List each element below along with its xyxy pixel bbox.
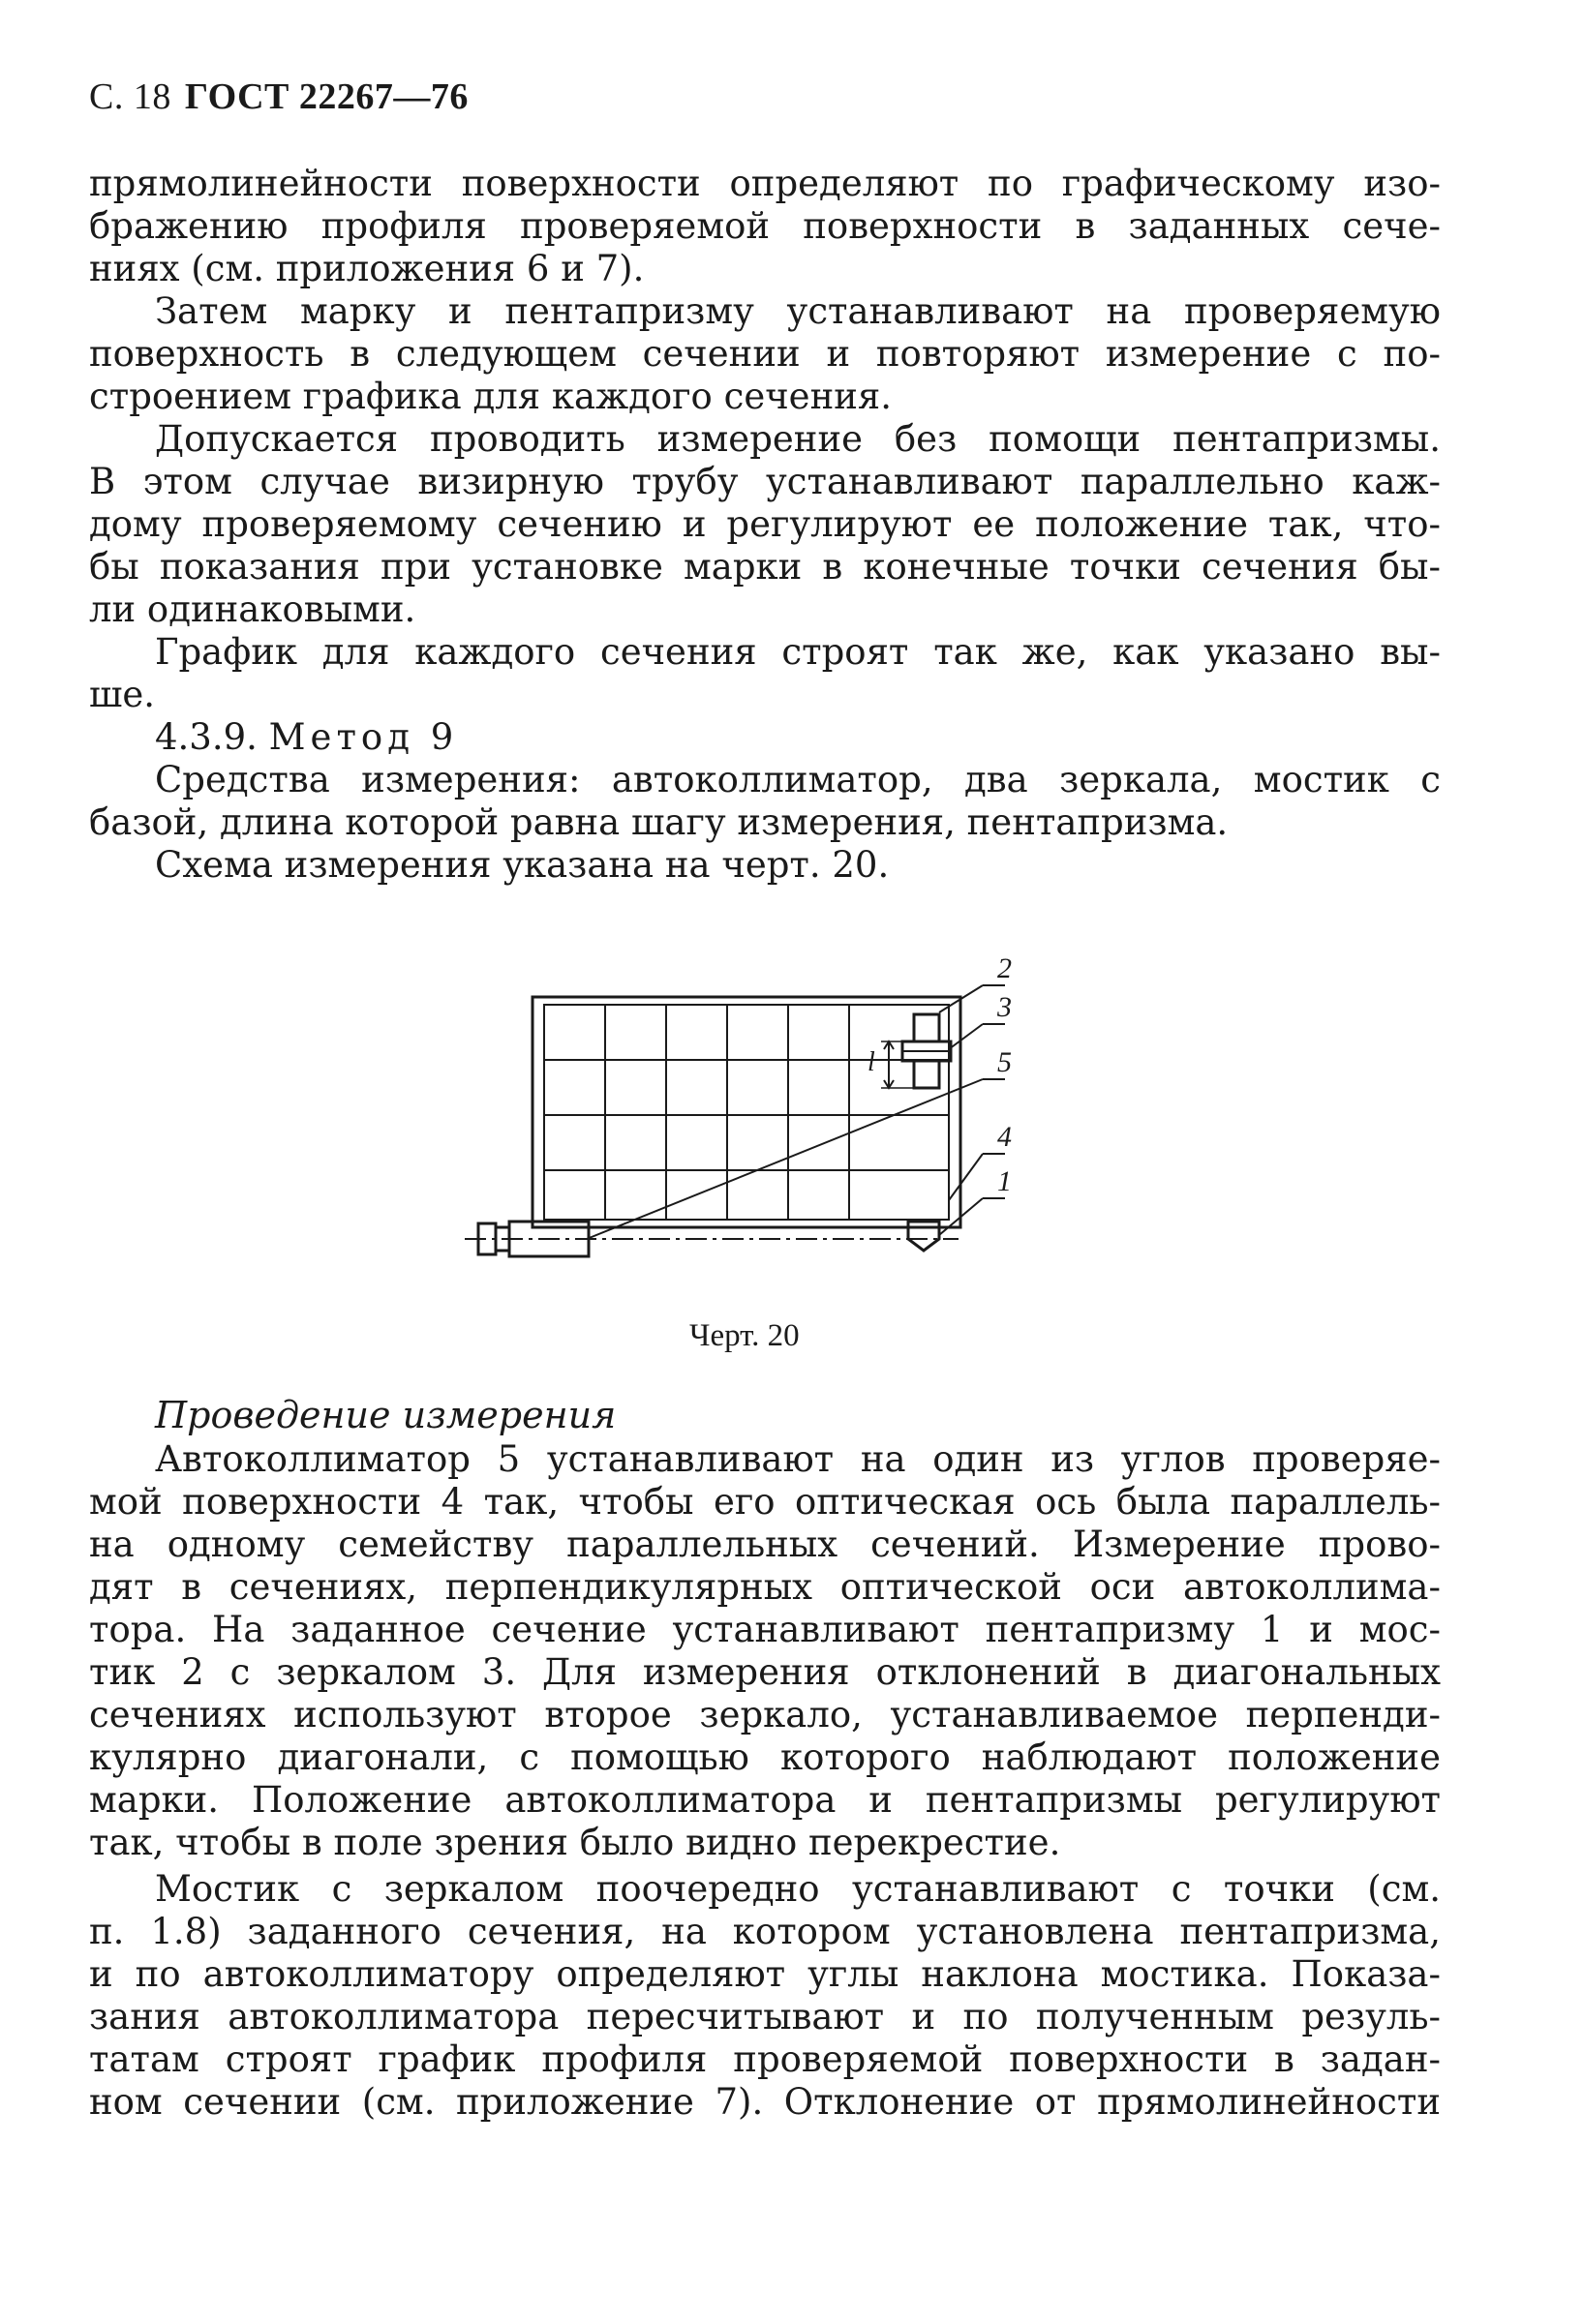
text-line: Автоколлиматор 5 устанавливают на один из углов проверяе- [155, 1438, 1441, 1480]
page-number: С. 18 [89, 76, 171, 117]
text-line: прямолинейности поверхности определяют по графическому изо- [89, 163, 1441, 204]
text-line: График для каждого сечения строят так же, как указано вы- [155, 631, 1441, 673]
figure-20-drawing [455, 949, 1084, 1268]
text-line: бражению профиля проверяемой поверхности в заданных сече- [89, 205, 1441, 247]
subheading: Проведение измерения [155, 1394, 617, 1436]
bridge-with-mirror [902, 1014, 951, 1088]
text-line: дому проверяемому сечению и регулируют ее положение так, что- [89, 503, 1441, 545]
label-5: 5 [997, 1046, 1012, 1078]
label-4: 4 [997, 1121, 1012, 1153]
label-3: 3 [997, 991, 1012, 1023]
text-line: на одному семейству параллельных сечений. Измерение прово- [89, 1524, 1441, 1565]
text-line: В этом случае визирную трубу устанавливают параллельно каж- [89, 461, 1441, 502]
surface-plate-outline [533, 997, 960, 1227]
page-header [89, 75, 469, 118]
text-line: бы показания при установке марки в конечные точки сечения бы- [89, 546, 1441, 588]
label-2: 2 [997, 952, 1012, 984]
scheme-reference: Схема измерения указана на черт. 20. [155, 844, 890, 886]
text-line: Средства измерения: автоколлиматор, два зеркала, мостик с [155, 759, 1441, 800]
text-line: Затем марку и пентапризму устанавливают на проверяемую [155, 290, 1441, 332]
label-1: 1 [997, 1165, 1012, 1197]
text-line: тора. На заданное сечение устанавливают пентапризму 1 и мос- [89, 1609, 1441, 1650]
text-line: сечениях используют второе зеркало, устанавливаемое перпенди- [89, 1694, 1441, 1735]
text-line: марки. Положение автоколлиматора и пентапризмы регулируют [89, 1779, 1441, 1821]
text-line: зания автоколлиматора пересчитывают и по полученным резуль- [89, 1996, 1441, 2037]
text-line: тик 2 с зеркалом 3. Для измерения отклонений в диагональных [89, 1651, 1441, 1693]
section-number: 4.3.9. [155, 716, 258, 758]
text-line: поверхность в следующем сечении и повторяют измерение с по- [89, 333, 1441, 375]
text-line: так, чтобы в поле зрения было видно перекрестие. [89, 1822, 1061, 1863]
text-line: ли одинаковыми. [89, 589, 416, 630]
figure-caption: Черт. 20 [689, 1318, 800, 1353]
text-line: мой поверхности 4 так, чтобы его оптическая ось была параллель- [89, 1481, 1441, 1523]
text-line: п. 1.8) заданного сечения, на котором установлена пентапризма, [89, 1911, 1441, 1952]
text-line: Допускается проводить измерение без помощи пентапризмы. [155, 418, 1441, 460]
section-title: Метод 9 [268, 716, 459, 758]
text-line: ниях (см. приложения 6 и 7). [89, 248, 645, 289]
text-line: и по автоколлиматору определяют углы наклона мостика. Показа- [89, 1953, 1441, 1995]
text-line: татам строят график профиля проверяемой поверхности в задан- [89, 2038, 1441, 2080]
standard-number: ГОСТ 22267—76 [184, 76, 469, 117]
dimension-label: l [868, 1047, 875, 1077]
text-line: дят в сечениях, перпендикулярных оптической оси автоколлима- [89, 1566, 1441, 1608]
text-line: ше. [89, 674, 156, 715]
text-line: строением графика для каждого сечения. [89, 376, 892, 417]
section-heading [155, 716, 1441, 759]
text-line: Мостик с зеркалом поочередно устанавливают с точки (см. [155, 1868, 1441, 1910]
text-line: кулярно диагонали, с помощью которого наблюдают положение [89, 1736, 1441, 1778]
text-line: базой, длина которой равна шагу измерения, пентапризма. [89, 801, 1229, 843]
text-line: ном сечении (см. приложение 7). Отклонение от прямолинейности [89, 2081, 1441, 2123]
